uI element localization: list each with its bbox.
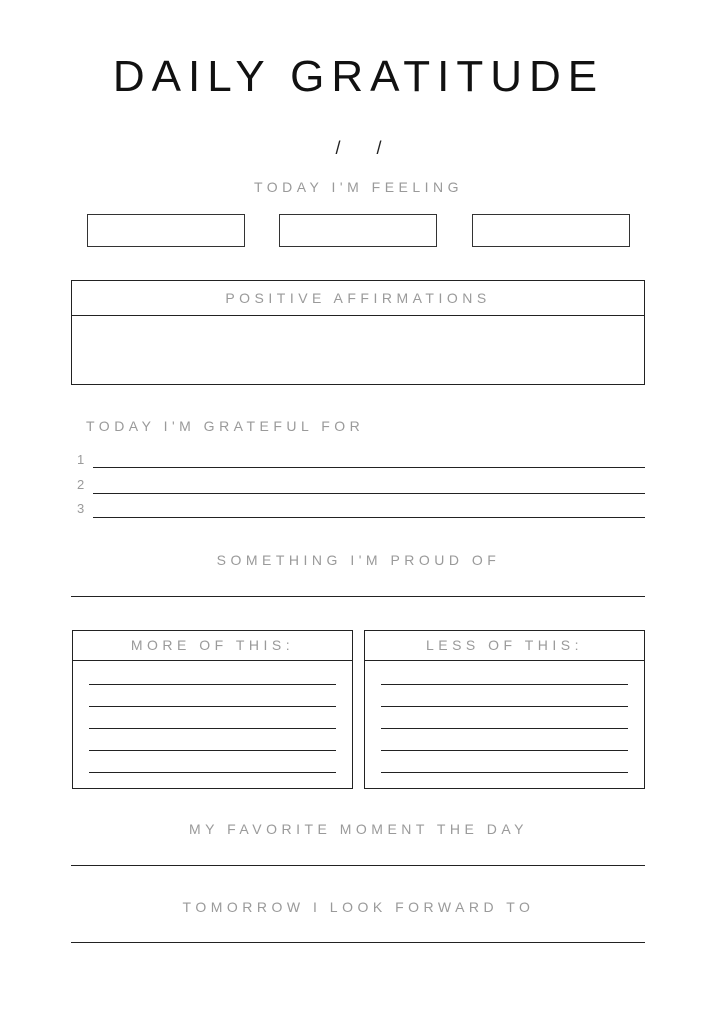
- more-line-3[interactable]: [89, 728, 336, 729]
- page-title: DAILY GRATITUDE: [112, 52, 605, 101]
- feeling-label: TODAY I'M FEELING: [253, 179, 464, 195]
- less-of-this-box: [364, 630, 645, 789]
- less-line-4[interactable]: [381, 750, 628, 751]
- date-separator: /: [376, 138, 382, 158]
- feeling-box-3[interactable]: [472, 214, 630, 247]
- more-line-5[interactable]: [89, 772, 336, 773]
- grateful-line-3[interactable]: [93, 517, 645, 518]
- less-line-3[interactable]: [381, 728, 628, 729]
- less-line-1[interactable]: [381, 684, 628, 685]
- grateful-label: TODAY I'M GRATEFUL FOR: [86, 418, 365, 434]
- tomorrow-line[interactable]: [71, 942, 645, 943]
- affirmations-label: POSITIVE AFFIRMATIONS: [72, 281, 644, 316]
- grateful-line-2[interactable]: [93, 493, 645, 494]
- grateful-number-3: 3: [77, 501, 85, 516]
- affirmations-box[interactable]: [71, 280, 645, 385]
- grateful-number-2: 2: [77, 477, 85, 492]
- less-line-2[interactable]: [381, 706, 628, 707]
- feeling-box-2[interactable]: [279, 214, 437, 247]
- more-of-this-label: MORE OF THIS:: [73, 631, 352, 661]
- proud-label: SOMETHING I'M PROUD OF: [216, 552, 501, 568]
- feeling-box-1[interactable]: [87, 214, 245, 247]
- more-line-4[interactable]: [89, 750, 336, 751]
- favorite-moment-line[interactable]: [71, 865, 645, 866]
- date-row: [0, 138, 717, 159]
- less-line-5[interactable]: [381, 772, 628, 773]
- date-separator: /: [335, 138, 341, 158]
- more-line-1[interactable]: [89, 684, 336, 685]
- proud-line[interactable]: [71, 596, 645, 597]
- less-of-this-label: LESS OF THIS:: [365, 631, 644, 661]
- more-of-this-box: [72, 630, 353, 789]
- grateful-line-1[interactable]: [93, 467, 645, 468]
- tomorrow-label: TOMORROW I LOOK FORWARD TO: [182, 899, 535, 915]
- more-line-2[interactable]: [89, 706, 336, 707]
- grateful-number-1: 1: [77, 452, 85, 467]
- favorite-moment-label: MY FAVORITE MOMENT THE DAY: [189, 821, 528, 837]
